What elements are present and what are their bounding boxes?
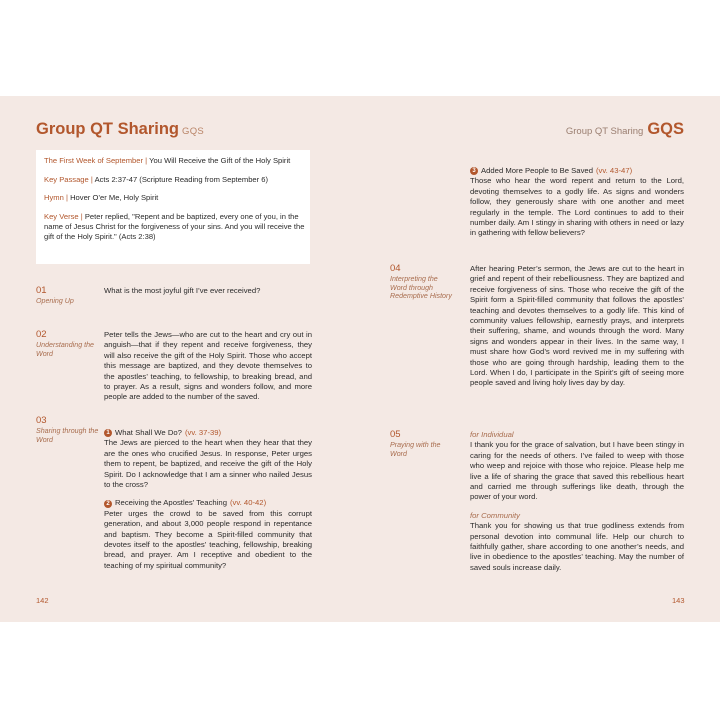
week-line: The First Week of September | You Will Receive the Gift of the Holy Spirit [44, 156, 291, 165]
step-name: Sharing through the Word [36, 427, 99, 444]
passage-label: Key Passage [44, 174, 89, 184]
page-title: GQS [647, 120, 684, 138]
opening-question: What is the most joyful gift I’ve ever received? [104, 286, 261, 295]
verse-reference: (vv. 40-42) [229, 498, 267, 508]
step-number: 03 [36, 415, 47, 426]
page-number: 143 [672, 596, 685, 605]
page-title: Group QT Sharing [36, 120, 179, 138]
left-page [0, 96, 360, 622]
step-04-heading [390, 264, 456, 301]
step-01-heading [36, 286, 102, 306]
step-name: Interpreting the Word through Redemptive History [390, 275, 452, 301]
question-title: What Shall We Do? [115, 428, 182, 437]
number-bullet: 2 [104, 500, 112, 508]
number-bullet: 1 [104, 429, 112, 437]
question-title: Receiving the Apostles’ Teaching [115, 498, 227, 508]
understanding-text: Peter tells the Jews—who are cut to the heart and cry out in anguish—that if they repent and receive forgiveness, they will also receive the gift of the Holy Spirit. Those who accept this message are baptized, and they devote themselves to the apostles’ teaching, to fellowship, to breaking bread, and to prayer. As a result, signs and wonders follow, and more people are added to the number of the saved. [104, 330, 312, 402]
question-3-text: Those who hear the word repent and return to the Lord, devoting themselves to a godly life. As signs and wonders follow, they generously share with one another and meet regularly in the temple. The Lord continues to add to their number daily. Am I stingy in sharing with others in need or lazy in gathering with fellow believers? [470, 176, 684, 238]
step-03-heading [36, 416, 102, 444]
week-label: The First Week of September [44, 156, 144, 165]
step-number: 05 [390, 429, 401, 440]
page-title-sub: Group QT Sharing [565, 126, 644, 137]
question-3-heading [470, 166, 684, 176]
hymn-label: Hymn [44, 193, 64, 203]
question-2-heading [104, 498, 312, 508]
prayer-community-label: for Community [470, 510, 520, 520]
passage-text: Acts 2:37-47 (Scripture Reading from September 6) [94, 174, 269, 184]
right-page-title [566, 120, 684, 139]
prayer-individual-label: for Individual [470, 430, 514, 439]
step-number: 01 [36, 285, 47, 296]
verse-line: Key Verse | Peter replied, "Repent and be baptized, every one of you, in the name of Jesus Christ for the forgiveness of your sins. And you will receive the gift of the Holy Spirit." (Acts 2:38) [44, 211, 305, 242]
verse-reference: (vv. 37-39) [184, 428, 222, 437]
week-info-box [36, 150, 310, 264]
book-spread [0, 96, 720, 622]
question-1-heading [104, 428, 312, 438]
number-bullet: 3 [470, 167, 478, 175]
step-02-body [104, 330, 312, 403]
step-name: Praying with the Word [390, 441, 441, 458]
hymn-text: Hover O’er Me, Holy Spirit [70, 193, 159, 203]
step-01-body [104, 286, 312, 296]
step-05-heading [390, 430, 456, 458]
prayer-community-text: Thank you for showing us that true godliness extends from personal devotion into communal life. Help our church to faithfully gather, share according to one another’s needs, and live in obedience to the apostles’ teaching. May the number of saved souls increase daily. [470, 521, 684, 572]
left-page-title [36, 120, 204, 139]
step-number: 04 [390, 263, 401, 274]
question-title: Added More People to Be Saved [481, 166, 593, 175]
page-title-abbr: GQS [182, 126, 205, 137]
step-02-heading [36, 330, 102, 358]
verse-label: Key Verse [44, 211, 79, 221]
week-text: You Will Receive the Gift of the Holy Spirit [149, 156, 291, 165]
verse-reference: (vv. 43-47) [595, 166, 633, 175]
question-3-block [470, 166, 684, 239]
step-number: 02 [36, 329, 47, 340]
interpreting-text: After hearing Peter’s sermon, the Jews are cut to the heart in grief and repent of their rebelliousness. They are baptized and receive forgiveness of sins. Those who receive the gift of the Spirit form a Spirit-filled community that follows the apostles’ teaching and devotes themselves to a godly life. This kind of community values fellowship, earnestly prays, and interprets their suffering, shame, and wounds through the word. Many signs and wonders appear in their lives. In the same way, I must share how God’s word revived me in my suffering with those who are going through hardship, leading them to the Lord. When I do, I participate in the Spirit’s gift of seeing more people saved and living holy lives day by day. [470, 264, 684, 388]
question-2-text: Peter urges the crowd to be saved from this corrupt generation, and about 3,000 people respond in repentance and baptism. They become a Spirit-filled community that devotes itself to the apostles’ teaching, fellowship, breaking bread, and prayer. Am I receptive and obedient to the teaching of my spiritual community? [104, 508, 312, 570]
question-1-text: The Jews are pierced to the heart when they hear that they are the ones who crucified Jesus. In response, Peter urges them to repent, be baptized, and receive the gift of the Holy Spirit. Do I acknowledge that I am a sinner who nailed Jesus to the cross? [104, 438, 312, 490]
passage-line: Key Passage | Acts 2:37-47 (Scripture Reading from September 6) [44, 174, 269, 184]
step-03-body [104, 428, 312, 571]
prayer-individual-text: I thank you for the grace of salvation, but I have been stingy in caring for the needs of others. I’ve failed to weep with those who weep and rejoice with those who rejoice. Please help me live a life of sharing the grace that saved this rebellious heart and carried me through sufferings like death, through the power of your word. [470, 440, 684, 502]
verse-text: Peter replied, "Repent and be baptized, every one of you, in the name of Jesus Christ for the forgiveness of your sins. And you will receive the gift of the Holy Spirit." (Acts 2:38) [44, 211, 305, 242]
page-number: 142 [36, 596, 49, 605]
step-name: Opening Up [36, 297, 74, 305]
step-name: Understanding the Word [36, 341, 94, 358]
step-05-body [470, 430, 684, 573]
hymn-line: Hymn | Hover O’er Me, Holy Spirit [44, 193, 159, 203]
step-04-body [470, 264, 684, 389]
